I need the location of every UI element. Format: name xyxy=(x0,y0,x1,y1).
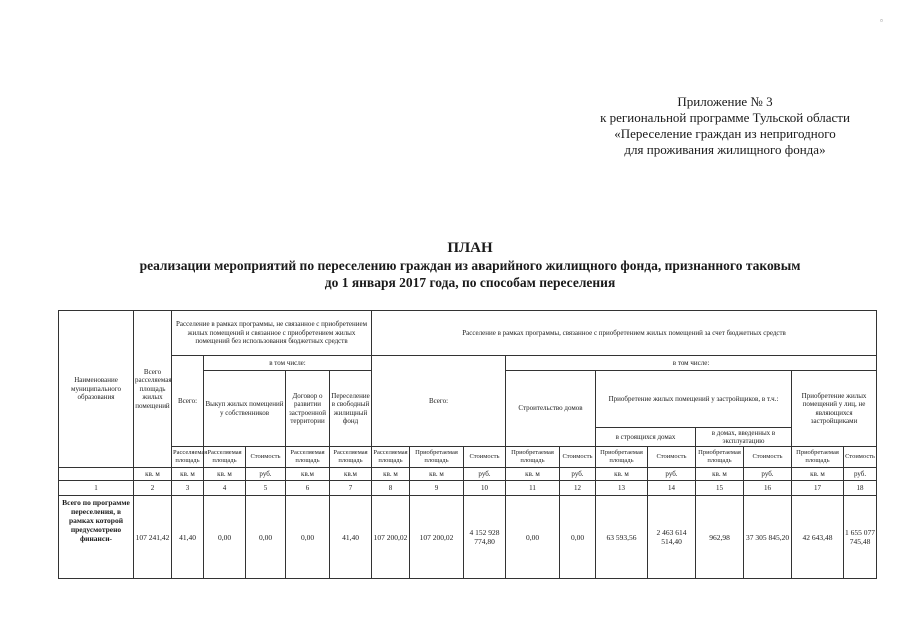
row-value: 107 241,42 xyxy=(134,496,172,579)
appendix-line: «Переселение граждан из непригодного xyxy=(614,126,836,141)
units-cell: кв. м xyxy=(506,468,560,481)
column-number: 1 xyxy=(59,481,134,496)
units-cell: кв.м xyxy=(330,468,372,481)
row-value: 42 643,48 xyxy=(792,496,844,579)
header-a-dev-contract: Договор о развитии застроенной территории xyxy=(286,371,330,447)
title-line: реализации мероприятий по переселению граждан из аварийного жилищного фонда, признанного таковым xyxy=(139,258,801,273)
row-value: 107 200,02 xyxy=(372,496,410,579)
sub-cost: Стоимость xyxy=(744,447,792,468)
column-number: 11 xyxy=(506,481,560,496)
sub-cost: Стоимость xyxy=(844,447,877,468)
column-number: 12 xyxy=(560,481,596,496)
row-value: 4 152 928 774,80 xyxy=(464,496,506,579)
header-a-total: Всего: xyxy=(172,356,204,447)
appendix-line: Приложение № 3 xyxy=(677,94,773,109)
resettlement-plan-table xyxy=(58,310,877,579)
column-number: 3 xyxy=(172,481,204,496)
units-cell: кв.м xyxy=(286,468,330,481)
row-value: 962,98 xyxy=(696,496,744,579)
column-number: 6 xyxy=(286,481,330,496)
row-value: 0,00 xyxy=(246,496,286,579)
column-number: 18 xyxy=(844,481,877,496)
header-b-including: в том числе: xyxy=(506,356,877,371)
units-cell: руб. xyxy=(560,468,596,481)
units-cell: руб. xyxy=(464,468,506,481)
header-total-area: Всего расселяемая площадь жилых помещений xyxy=(134,311,172,468)
units-cell: руб. xyxy=(744,468,792,481)
header-b-total: Всего: xyxy=(372,356,506,447)
sub-cost: Стоимость xyxy=(246,447,286,468)
units-cell: кв. м xyxy=(172,468,204,481)
title-line: до 1 января 2017 года, по способам переселения xyxy=(324,275,616,290)
column-number: 13 xyxy=(596,481,648,496)
column-number: 4 xyxy=(204,481,246,496)
sub-acquired-area: Приобретаемая площадь xyxy=(410,447,464,468)
units-cell: кв. м xyxy=(410,468,464,481)
sub-resettled-area: Расселяемая площадь xyxy=(172,447,204,468)
sub-resettled-area: Расселяемая площадь xyxy=(372,447,410,468)
row-name: Всего по программе переселения, в рамках которой предусмотрено финанси- xyxy=(59,496,134,579)
units-cell xyxy=(59,468,134,481)
row-value: 0,00 xyxy=(560,496,596,579)
header-b-acq-non-dev: Приобретение жилых помещений у лиц, не являющихся застройщиками xyxy=(792,371,877,447)
header-group-b: Расселение в рамках программы, связанное с приобретением жилых помещений за счет бюджетных средств xyxy=(372,311,877,356)
row-value: 41,40 xyxy=(172,496,204,579)
header-group-a: Расселение в рамках программы, не связанное с приобретением жилых помещений и связанное с приобретением жилых помещений без использования бюджетных средств xyxy=(172,311,372,356)
sub-acquired-area: Приобретаемая площадь xyxy=(596,447,648,468)
sub-cost: Стоимость xyxy=(560,447,596,468)
units-cell: руб. xyxy=(648,468,696,481)
document-title xyxy=(60,240,880,291)
appendix-line: для проживания жилищного фонда» xyxy=(624,142,826,157)
column-numbers-row xyxy=(59,481,877,496)
header-b-construction: Строительство домов xyxy=(506,371,596,447)
header-a-buyout: Выкуп жилых помещений у собственников xyxy=(204,371,286,447)
units-cell: кв. м xyxy=(134,468,172,481)
row-value: 2 463 614 514,40 xyxy=(648,496,696,579)
sub-cost: Стоимость xyxy=(464,447,506,468)
column-number: 2 xyxy=(134,481,172,496)
header-b-acq-dev: Приобретение жилых помещений у застройщиков, в т.ч.: xyxy=(596,371,792,428)
sub-resettled-area: Расселяемая площадь xyxy=(330,447,372,468)
row-value: 1 655 077 745,48 xyxy=(844,496,877,579)
column-number: 10 xyxy=(464,481,506,496)
row-value: 0,00 xyxy=(506,496,560,579)
units-cell: кв. м xyxy=(696,468,744,481)
table-row-total xyxy=(59,496,877,579)
column-number: 14 xyxy=(648,481,696,496)
appendix-line: к региональной программе Тульской области xyxy=(600,110,850,125)
row-value: 107 200,02 xyxy=(410,496,464,579)
column-number: 16 xyxy=(744,481,792,496)
units-cell: кв. м xyxy=(596,468,648,481)
units-cell: руб. xyxy=(844,468,877,481)
units-cell: руб. xyxy=(246,468,286,481)
sub-acquired-area: Приобретаемая площадь xyxy=(696,447,744,468)
header-a-including: в том числе: xyxy=(204,356,372,371)
header-name: Наименование муниципального образования xyxy=(59,311,134,468)
sub-cost: Стоимость xyxy=(648,447,696,468)
appendix-block xyxy=(560,94,890,158)
sub-resettled-area: Расселяемая площадь xyxy=(204,447,246,468)
corner-mark: ▫ xyxy=(880,16,883,25)
row-value: 0,00 xyxy=(286,496,330,579)
column-number: 9 xyxy=(410,481,464,496)
units-row xyxy=(59,468,877,481)
column-number: 8 xyxy=(372,481,410,496)
sub-acquired-area: Приобретаемая площадь xyxy=(792,447,844,468)
units-cell: кв. м xyxy=(204,468,246,481)
column-number: 7 xyxy=(330,481,372,496)
header-b-in-operation: в домах, введенных в эксплуатацию xyxy=(696,428,792,447)
column-number: 17 xyxy=(792,481,844,496)
units-cell: кв. м xyxy=(792,468,844,481)
column-number: 5 xyxy=(246,481,286,496)
header-b-in-building: в строящихся домах xyxy=(596,428,696,447)
sub-resettled-area: Расселяемая площадь xyxy=(286,447,330,468)
sub-acquired-area: Приобретаемая площадь xyxy=(506,447,560,468)
column-number: 15 xyxy=(696,481,744,496)
title-line: ПЛАН xyxy=(447,240,493,256)
row-value: 41,40 xyxy=(330,496,372,579)
row-value: 63 593,56 xyxy=(596,496,648,579)
header-a-free-fund: Переселение в свободный жилищный фонд xyxy=(330,371,372,447)
row-value: 0,00 xyxy=(204,496,246,579)
row-value: 37 305 845,20 xyxy=(744,496,792,579)
units-cell: кв. м xyxy=(372,468,410,481)
